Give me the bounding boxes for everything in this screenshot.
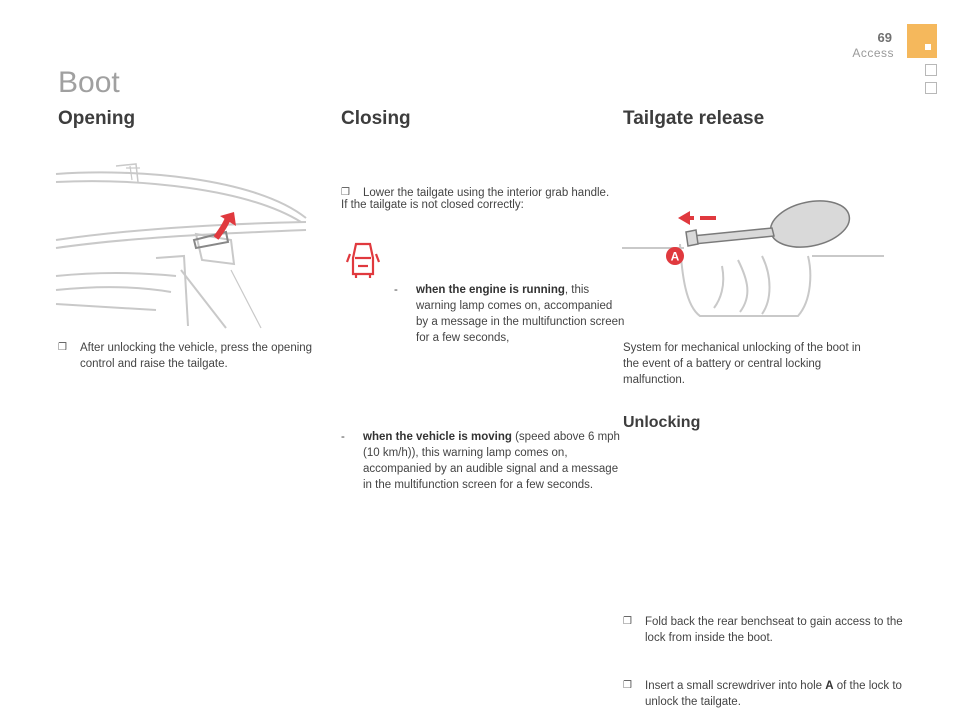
chapter-tab-marker (925, 44, 931, 50)
checkbox-bullet-icon: ❒ (623, 616, 632, 627)
release-description: System for mechanical unlocking of the boot in the event of a battery or central locking malfunction. (623, 342, 861, 386)
unlocking-step-2: ❒ Insert a small screwdriver into hole A of the lock to unlock the tailgate. (623, 680, 902, 708)
checkbox-bullet-icon: ❒ (58, 342, 67, 353)
unlocking-heading: Unlocking (623, 414, 701, 431)
opening-instruction: ❒ After unlocking the vehicle, press the opening control and raise the tailgate. (58, 342, 313, 370)
checkbox-bullet-icon: ❒ (341, 187, 350, 198)
unlocking-step-1: ❒ Fold back the rear benchseat to gain access to the lock from inside the boot. (623, 616, 903, 644)
page-number: 69 (877, 30, 892, 45)
closing-condition: If the tailgate is not closed correctly: (341, 199, 524, 211)
closing-heading: Closing (341, 108, 411, 129)
page-title: Boot (58, 66, 120, 99)
open-boot-warning-icon (346, 240, 380, 280)
tailgate-release-heading: Tailgate release (623, 108, 765, 129)
svg-text:A: A (670, 249, 680, 264)
checkbox-bullet-icon: ❒ (623, 680, 632, 691)
chapter-tab (907, 24, 937, 58)
red-dashed-arrow-icon (678, 211, 716, 225)
side-box-1 (925, 64, 937, 76)
opening-illustration (56, 160, 321, 330)
tailgate-release-illustration (622, 196, 886, 322)
engine-running-item: - when the engine is running, this warning lamp comes on, accompanied by a message in the multifunction screen for a few seconds, (394, 284, 625, 344)
vehicle-moving-item: - when the vehicle is moving (speed above 6 mph (10 km/h)), this warning lamp comes on, accompanied by an audible signal and a message in the multifunction screen for a few seconds. (341, 431, 620, 491)
closing-instruction: ❒ Lower the tailgate using the interior grab handle. (341, 187, 610, 199)
section-name: Access (852, 46, 894, 60)
label-a-marker (666, 247, 684, 265)
opening-heading: Opening (58, 108, 136, 129)
side-box-2 (925, 82, 937, 94)
